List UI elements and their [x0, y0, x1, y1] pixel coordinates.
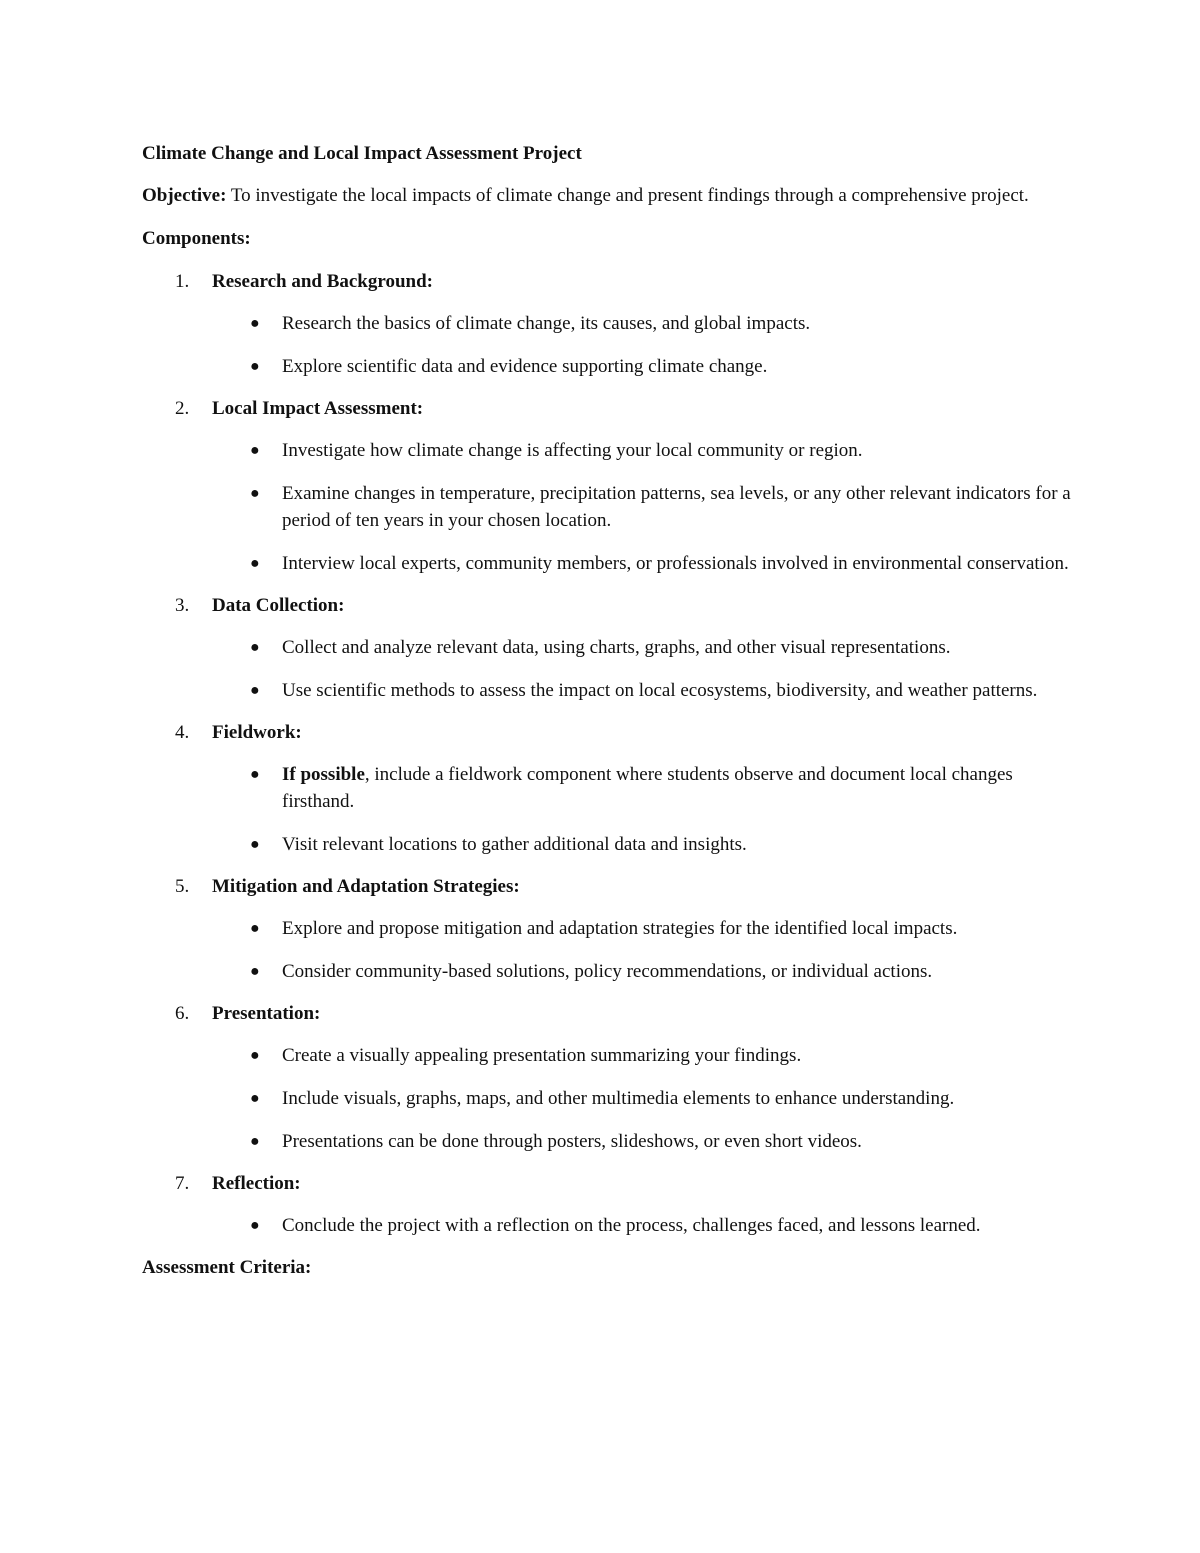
bullet-item — [212, 1085, 1072, 1112]
bullet-text: Interview local experts, community members, or professionals involved in environmental conservation. — [282, 553, 1069, 574]
section-item — [142, 395, 1072, 577]
bullet-text: Visit relevant locations to gather additional data and insights. — [282, 834, 747, 855]
bullet-item — [212, 1212, 1072, 1239]
section-item — [142, 873, 1072, 985]
bullet-text: Collect and analyze relevant data, using charts, graphs, and other visual representations. — [282, 637, 951, 658]
bullet-dot-icon: ● — [250, 1133, 260, 1150]
section-number: 4. — [175, 722, 190, 743]
bullet-text: Examine changes in temperature, precipitation patterns, sea levels, or any other relevant indicators for a period of ten years in your chosen location. — [282, 483, 1071, 531]
bullet-dot-icon: ● — [250, 315, 260, 332]
bullet-dot-icon: ● — [250, 1047, 260, 1064]
bullet-item — [212, 353, 1072, 380]
section-item — [142, 719, 1072, 858]
objective-paragraph — [142, 182, 1072, 209]
document-title: Climate Change and Local Impact Assessment Project — [142, 143, 582, 164]
section-title: Fieldwork: — [212, 722, 302, 743]
section-title: Reflection: — [212, 1173, 301, 1194]
bullet-list — [212, 437, 1072, 577]
bullet-item — [212, 831, 1072, 858]
bullet-dot-icon: ● — [250, 1090, 260, 1107]
bullet-dot-icon: ● — [250, 442, 260, 459]
bullet-text: Use scientific methods to assess the impact on local ecosystems, biodiversity, and weather patterns. — [282, 680, 1038, 701]
section-number: 7. — [175, 1173, 190, 1194]
bullet-dot-icon: ● — [250, 485, 260, 502]
section-item — [142, 1000, 1072, 1155]
bullet-dot-icon: ● — [250, 1217, 260, 1234]
bullet-dot-icon: ● — [250, 836, 260, 853]
bullet-item — [212, 761, 1072, 815]
bullet-list — [212, 310, 1072, 380]
bullet-item — [212, 634, 1072, 661]
bullet-dot-icon: ● — [250, 766, 260, 783]
bullet-list — [212, 634, 1072, 704]
bullet-dot-icon: ● — [250, 555, 260, 572]
bullet-item — [212, 550, 1072, 577]
section-number: 6. — [175, 1003, 190, 1024]
section-title: Local Impact Assessment: — [212, 398, 424, 419]
bullet-item — [212, 480, 1072, 534]
bullet-text: Investigate how climate change is affecting your local community or region. — [282, 440, 863, 461]
bullet-text: Research the basics of climate change, its causes, and global impacts. — [282, 313, 811, 334]
bullet-dot-icon: ● — [250, 358, 260, 375]
section-title: Mitigation and Adaptation Strategies: — [212, 876, 520, 897]
bullet-lead-text: If possible — [282, 764, 365, 785]
bullet-item — [212, 310, 1072, 337]
bullet-item — [212, 1042, 1072, 1069]
components-list — [142, 268, 1072, 1239]
bullet-list — [212, 1042, 1072, 1155]
objective-label: Objective: — [142, 185, 227, 206]
bullet-dot-icon: ● — [250, 682, 260, 699]
bullet-list — [212, 1212, 1072, 1239]
section-item — [142, 592, 1072, 704]
bullet-item — [212, 677, 1072, 704]
section-item — [142, 1170, 1072, 1239]
objective-text: To investigate the local impacts of climate change and present findings through a comprehensive project. — [226, 185, 1029, 206]
bullet-text: Consider community-based solutions, policy recommendations, or individual actions. — [282, 961, 933, 982]
bullet-list — [212, 915, 1072, 985]
bullet-item — [212, 1128, 1072, 1155]
bullet-text: Create a visually appealing presentation summarizing your findings. — [282, 1045, 802, 1066]
bullet-list — [212, 761, 1072, 858]
section-item — [142, 268, 1072, 380]
bullet-dot-icon: ● — [250, 963, 260, 980]
bullet-item — [212, 437, 1072, 464]
bullet-text: Explore and propose mitigation and adaptation strategies for the identified local impacts. — [282, 918, 958, 939]
section-number: 5. — [175, 876, 190, 897]
bullet-text: , include a fieldwork component where students observe and document local changes firsthand. — [282, 764, 1013, 812]
bullet-item — [212, 915, 1072, 942]
components-heading: Components: — [142, 228, 251, 249]
bullet-text: Presentations can be done through posters, slideshows, or even short videos. — [282, 1131, 862, 1152]
bullet-text: Explore scientific data and evidence supporting climate change. — [282, 356, 768, 377]
document-page — [142, 140, 1072, 1281]
section-number: 1. — [175, 271, 190, 292]
section-number: 2. — [175, 398, 190, 419]
bullet-text: Include visuals, graphs, maps, and other multimedia elements to enhance understanding. — [282, 1088, 955, 1109]
section-number: 3. — [175, 595, 190, 616]
section-title: Research and Background: — [212, 271, 433, 292]
bullet-text: Conclude the project with a reflection on the process, challenges faced, and lessons learned. — [282, 1215, 981, 1236]
bullet-dot-icon: ● — [250, 639, 260, 656]
section-title: Presentation: — [212, 1003, 321, 1024]
bullet-item — [212, 958, 1072, 985]
section-title: Data Collection: — [212, 595, 345, 616]
bullet-dot-icon: ● — [250, 920, 260, 937]
assessment-criteria-heading: Assessment Criteria: — [142, 1257, 312, 1278]
